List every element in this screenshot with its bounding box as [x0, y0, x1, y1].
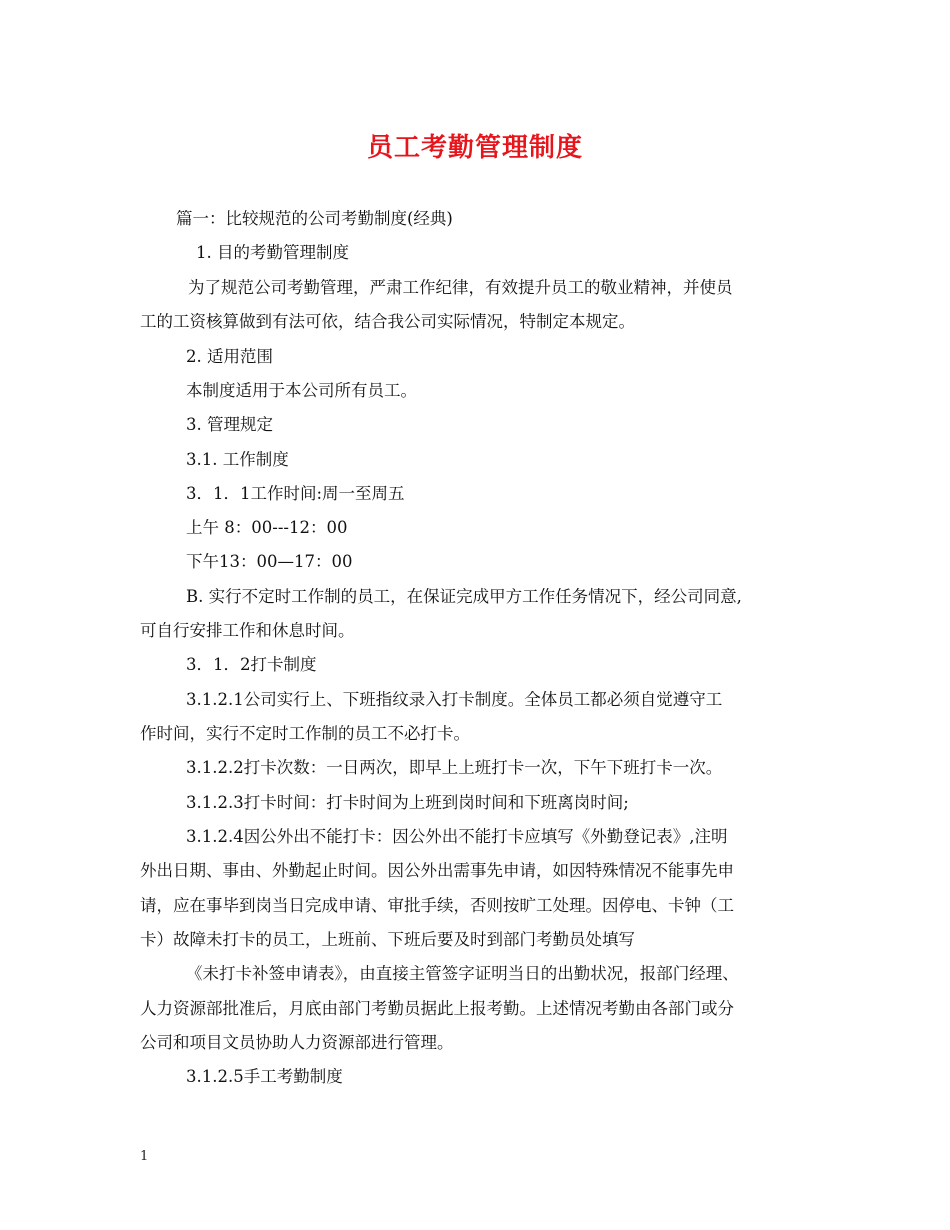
- text-line-work-system-heading: 3.1. 工作制度: [186, 450, 289, 469]
- text-line: 卡）故障未打卡的员工，上班前、下班后要及时到部门考勤员处填写: [140, 930, 635, 949]
- text-line: 下午13：00—17：00: [186, 552, 353, 571]
- text-line: 公司和项目文员协助人力资源部进行管理。: [140, 1033, 454, 1052]
- text-line-rules-heading: 3. 管理规定: [186, 415, 273, 434]
- text-line: 工的工资核算做到有法可依，结合我公司实际情况，特制定本规定。: [140, 312, 635, 331]
- text-line-purpose-heading: 1. 目的考勤管理制度: [196, 243, 349, 262]
- text-line: 3.1.2.3打卡时间：打卡时间为上班到岗时间和下班离岗时间;: [186, 793, 629, 812]
- text-line: 可自行安排工作和休息时间。: [140, 621, 355, 640]
- text-line: 3．1．1工作时间:周一至周五: [186, 484, 405, 503]
- text-line-scope-heading: 2. 适用范围: [186, 347, 273, 366]
- page-number: 1: [140, 1149, 149, 1164]
- text-line: B. 实行不定时工作制的员工，在保证完成甲方工作任务情况下，经公司同意,: [186, 587, 742, 606]
- text-line: 上午 8：00---12：00: [186, 518, 348, 537]
- text-line: 请，应在事毕到岗当日完成申请、审批手续，否则按旷工处理。因停电、卡钟（工: [140, 896, 734, 915]
- text-line: 作时间，实行不定时工作制的员工不必打卡。: [140, 724, 470, 743]
- page-title: 员工考勤管理制度: [366, 133, 583, 163]
- text-line-manual-attendance-heading: 3.1.2.5手工考勤制度: [186, 1067, 343, 1086]
- text-line: 《未打卡补签申请表》，由直接主管签字证明当日的出勤状况，报部门经理、: [186, 964, 739, 983]
- text-line: 3.1.2.1公司实行上、下班指纹录入打卡制度。全体员工都必须自觉遵守工: [186, 690, 723, 709]
- text-line-clock-in-heading: 3．1．2打卡制度: [186, 655, 317, 674]
- text-line: 本制度适用于本公司所有员工。: [186, 381, 417, 400]
- text-line-section-heading: 篇一：比较规范的公司考勤制度(经典): [176, 209, 453, 228]
- text-line: 3.1.2.2打卡次数：一日两次，即早上上班打卡一次，下午下班打卡一次。: [186, 758, 723, 777]
- text-line: 3.1.2.4因公外出不能打卡：因公外出不能打卡应填写《外勤登记表》,注明: [186, 827, 728, 846]
- text-line: 人力资源部批准后，月底由部门考勤员据此上报考勤。上述情况考勤由各部门或分: [140, 999, 734, 1018]
- text-line: 为了规范公司考勤管理，严肃工作纪律，有效提升员工的敬业精神，并使员: [188, 278, 733, 297]
- text-line: 外出日期、事由、外勤起止时间。因公外出需事先申请，如因特殊情况不能事先申: [140, 861, 734, 880]
